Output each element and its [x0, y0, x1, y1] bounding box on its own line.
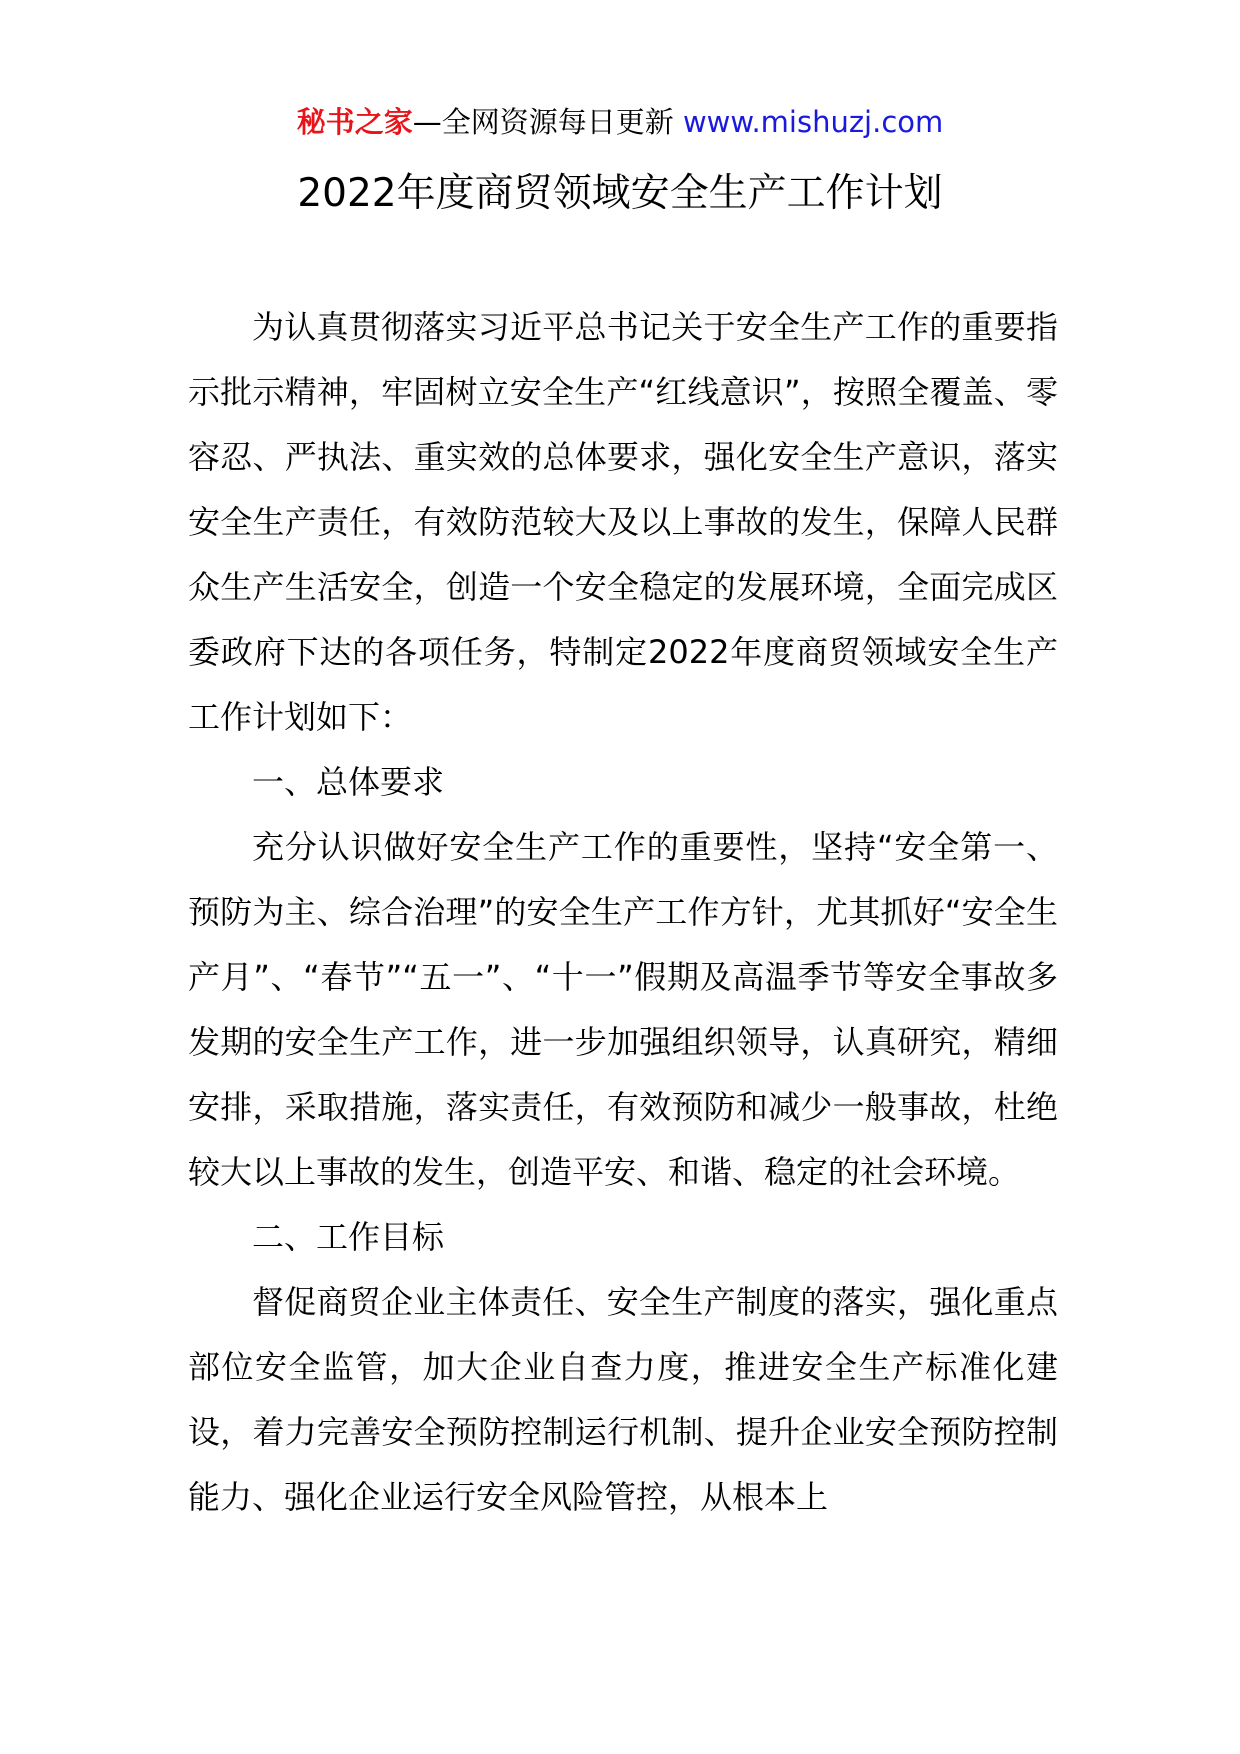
brand-name: 秘书之家	[296, 105, 413, 139]
section-paragraph-overall-requirements: 充分认识做好安全生产工作的重要性，坚持“安全第一、预防为主、综合治理”的安全生产工作方针，尤其抓好“安全生产月”、“春节”“五一”、“十一”假期及高温季节等安全事故多发期的安全生产工作，进一步加强组织领导，认真研究，精细安排，采取措施，落实责任，有效预防和减少一般事故，杜绝较大以上事故的发生，创造平安、和谐、稳定的社会环境。	[188, 828, 1058, 1191]
section-heading-work-goals: 二、工作目标	[252, 1218, 445, 1256]
header-banner	[0, 100, 1240, 144]
header-tagline: —全网资源每日更新	[412, 105, 674, 139]
section-heading-overall-requirements: 一、总体要求	[252, 763, 445, 801]
document-title: 2022年度商贸领域安全生产工作计划	[297, 171, 943, 216]
site-url-link[interactable]: www.mishuzj.com	[682, 105, 944, 139]
intro-paragraph: 为认真贯彻落实习近平总书记关于安全生产工作的重要指示批示精神，牢固树立安全生产“红线意识”，按照全覆盖、零容忍、严执法、重实效的总体要求，强化安全生产意识，落实安全生产责任，有效防范较大及以上事故的发生，保障人民群众生产生活安全，创造一个安全稳定的发展环境，全面完成区委政府下达的各项任务，特制定2022年度商贸领域安全生产工作计划如下：	[188, 308, 1058, 736]
section-paragraph-work-goals: 督促商贸企业主体责任、安全生产制度的落实，强化重点部位安全监管，加大企业自查力度，推进安全生产标准化建设，着力完善安全预防控制运行机制、提升企业安全预防控制能力、强化企业运行安全风险管控，从根本上	[188, 1283, 1058, 1516]
document-body	[188, 295, 1058, 1530]
